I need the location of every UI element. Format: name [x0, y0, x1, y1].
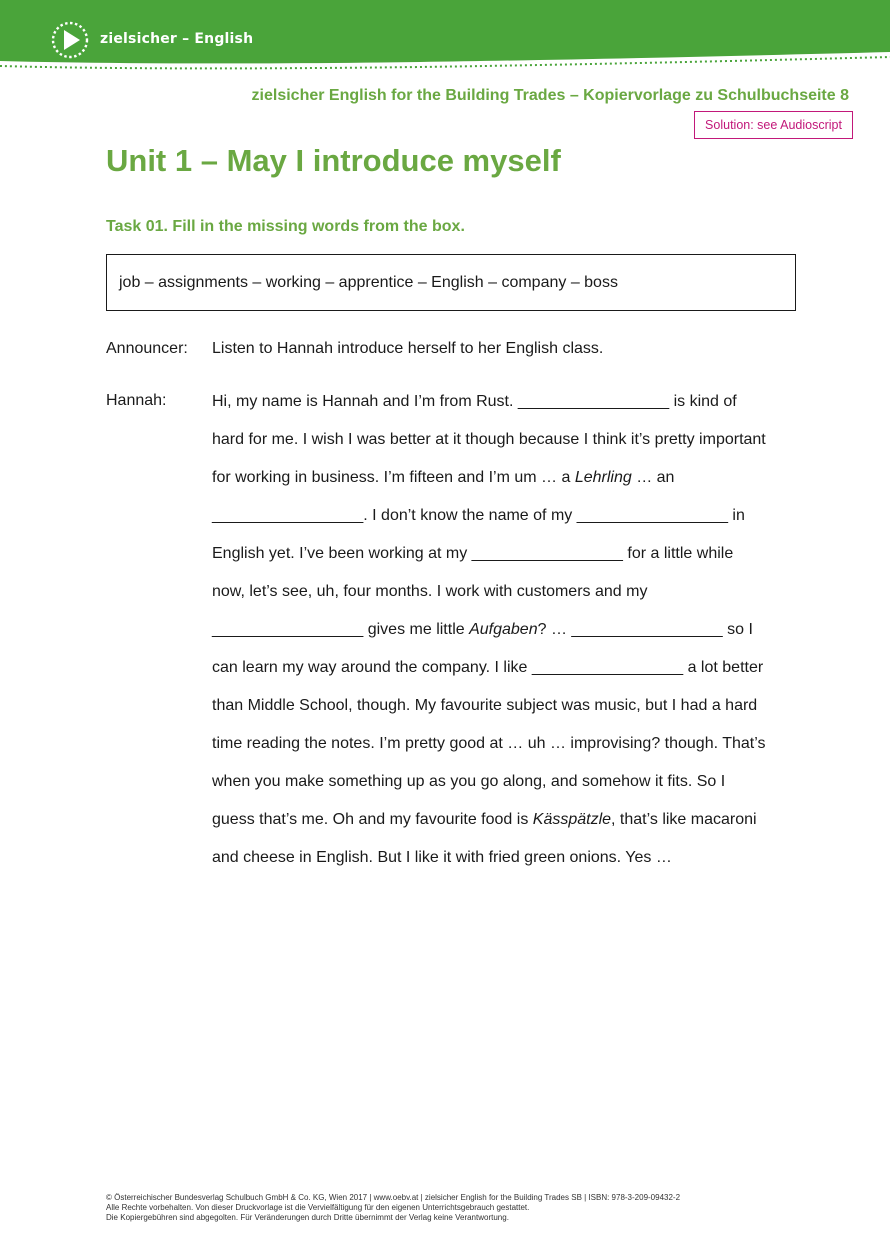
text-line: _________________ gives me little Aufgaben? … _________________ so I: [212, 621, 753, 638]
footer-line: Die Kopiergebühren sind abgegolten. Für Veränderungen durch Dritte übernimmt der Verlag keine Verantwortung.: [106, 1213, 509, 1222]
announcer-label: Announcer:: [106, 340, 188, 357]
footer-line: © Österreichischer Bundesverlag Schulbuch GmbH & Co. KG, Wien 2017 | www.oebv.at | zielsicher English for the Building Trades SB | ISBN: 978-3-209-09432-2: [106, 1193, 681, 1202]
text-line: Hi, my name is Hannah and I’m from Rust. _________________ is kind of: [212, 393, 737, 410]
text-line: time reading the notes. I’m pretty good at … uh … improvising? though. That’s: [212, 735, 766, 752]
brand-name: zielsicher – English: [100, 31, 254, 47]
header-banner: [0, 0, 890, 80]
text-line: English yet. I’ve been working at my _________________ for a little while: [212, 545, 734, 562]
text-line: for working in business. I’m fifteen and I’m um … a Lehrling … an: [212, 469, 675, 486]
hannah-label: Hannah:: [106, 392, 167, 409]
footer: [106, 1193, 680, 1223]
footer-line: Alle Rechte vorbehalten. Von dieser Druckvorlage ist die Vervielfältigung für den eigenen Unterrichtsgebrauch gestattet.: [106, 1203, 530, 1212]
task-instruction: Task 01. Fill in the missing words from the box.: [106, 218, 465, 235]
text-line: and cheese in English. But I like it with fried green onions. Yes …: [212, 849, 672, 866]
text-line: can learn my way around the company. I like _________________ a lot better: [212, 659, 764, 676]
hannah-text: [212, 392, 812, 886]
announcer-text: Listen to Hannah introduce herself to her English class.: [212, 340, 604, 357]
play-icon: [50, 20, 90, 60]
text-line: _________________. I don’t know the name of my _________________ in: [212, 507, 745, 524]
text-line: than Middle School, though. My favourite subject was music, but I had a hard: [212, 697, 758, 714]
page-title: Unit 1 – May I introduce myself: [106, 143, 561, 178]
text-line: now, let’s see, uh, four months. I work with customers and my: [212, 583, 648, 600]
solution-note: Solution: see Audioscript: [694, 111, 853, 139]
text-line: when you make something up as you go along, and somehow it fits. So I: [212, 773, 726, 790]
page-subtitle: zielsicher English for the Building Trades – Kopiervorlage zu Schulbuchseite 8: [251, 87, 849, 104]
text-line: guess that’s me. Oh and my favourite food is Kässpätzle, that’s like macaroni: [212, 811, 757, 828]
text-line: hard for me. I wish I was better at it though because I think it’s pretty important: [212, 431, 766, 448]
word-box: job – assignments – working – apprentice – English – company – boss: [106, 254, 796, 311]
